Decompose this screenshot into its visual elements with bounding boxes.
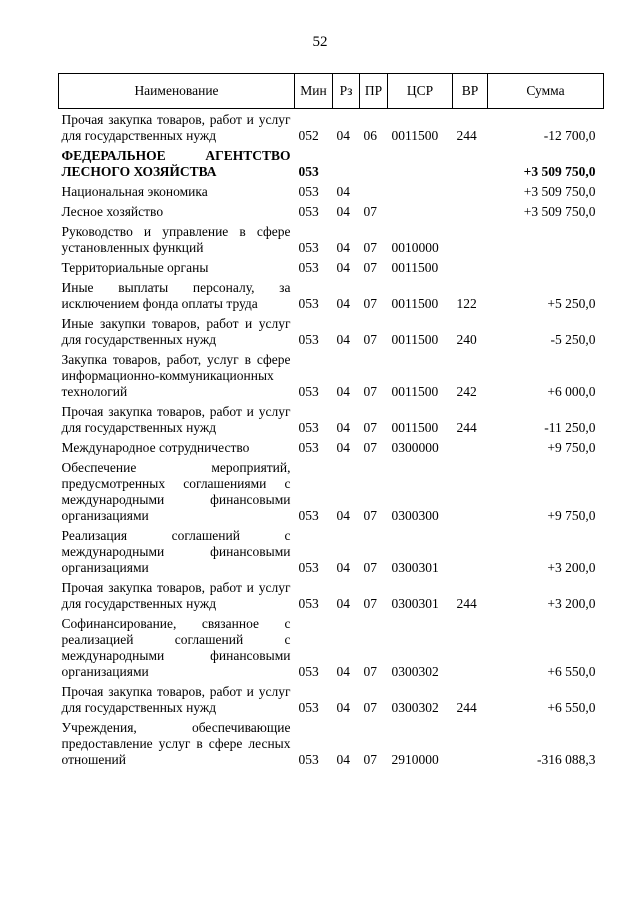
table-row-agency (59, 145, 604, 181)
row-vr: 122 (456, 296, 477, 311)
row-sum: -316 088,3 (537, 752, 596, 767)
row-sum (488, 257, 604, 277)
row-rz: 04 (336, 560, 350, 575)
row-name: Учреждения, обеспечивающие предоставление услуг в сфере лесных отношений (61, 720, 291, 767)
row-pr (360, 181, 388, 201)
table-row (59, 717, 604, 769)
row-vr (453, 145, 488, 181)
row-pr (360, 145, 388, 181)
row-sum: +9 750,0 (547, 508, 596, 523)
row-min: 053 (298, 752, 319, 767)
table-row (59, 277, 604, 313)
row-sum: -12 700,0 (543, 128, 596, 143)
row-vr (453, 437, 488, 457)
row-csr: 0300301 (391, 596, 439, 611)
row-vr: 240 (456, 332, 477, 347)
row-csr: 0011500 (391, 260, 439, 275)
row-rz: 04 (336, 440, 350, 455)
row-rz: 04 (336, 184, 350, 199)
table-row (59, 457, 604, 525)
row-rz: 04 (336, 204, 350, 219)
row-pr: 07 (363, 752, 377, 767)
row-csr (388, 201, 453, 221)
row-csr: 0010000 (391, 240, 439, 255)
row-sum: +6 550,0 (547, 664, 596, 679)
row-vr (453, 717, 488, 769)
row-name: Реализация соглашений с международными финансовыми организациями (61, 528, 291, 575)
row-name: Прочая закупка товаров, работ и услуг для государственных нужд (61, 112, 291, 143)
row-pr: 07 (363, 596, 377, 611)
row-vr (453, 201, 488, 221)
row-name: Прочая закупка товаров, работ и услуг для государственных нужд (61, 684, 291, 715)
row-min: 053 (298, 440, 319, 455)
row-pr: 07 (363, 332, 377, 347)
row-min: 053 (298, 184, 319, 199)
row-vr (453, 257, 488, 277)
row-pr: 07 (363, 420, 377, 435)
row-rz: 04 (336, 508, 350, 523)
row-name: Территориальные органы (61, 260, 209, 275)
table-row (59, 401, 604, 437)
row-name: Закупка товаров, работ, услуг в сфере информационно-коммуникационных технологий (61, 352, 291, 399)
row-min: 053 (298, 204, 319, 219)
row-rz (333, 145, 360, 181)
row-rz: 04 (336, 700, 350, 715)
row-vr (453, 613, 488, 681)
row-csr: 0300000 (391, 440, 439, 455)
row-min: 053 (298, 560, 319, 575)
row-sum: -11 250,0 (544, 420, 596, 435)
row-name: Прочая закупка товаров, работ и услуг для государственных нужд (61, 580, 291, 611)
row-csr: 2910000 (391, 752, 439, 767)
row-csr: 0300301 (391, 560, 439, 575)
row-csr: 0300300 (391, 508, 439, 523)
row-vr: 244 (456, 420, 477, 435)
row-name: Иные выплаты персоналу, за исключением фонда оплаты труда (61, 280, 291, 311)
header-name: Наименование (59, 74, 295, 109)
row-min: 053 (298, 164, 319, 179)
row-sum: +3 509 750,0 (523, 184, 596, 199)
row-min: 053 (298, 664, 319, 679)
row-vr (453, 181, 488, 201)
row-pr: 07 (363, 440, 377, 455)
row-name: Руководство и управление в сфере установленных функций (61, 224, 291, 255)
table-row (59, 437, 604, 457)
page-number: 52 (312, 34, 328, 50)
table-row (59, 613, 604, 681)
header-csr: ЦСР (388, 74, 453, 109)
row-name: Софинансирование, связанное с реализацией соглашений с международными финансовыми организациями (61, 616, 291, 679)
row-min: 053 (298, 260, 319, 275)
row-sum: +9 750,0 (547, 440, 596, 455)
row-csr (388, 181, 453, 201)
row-csr: 0011500 (391, 420, 439, 435)
row-rz: 04 (336, 420, 350, 435)
table-row (59, 257, 604, 277)
row-min: 053 (298, 332, 319, 347)
table-row (59, 577, 604, 613)
table-row (59, 109, 604, 146)
row-name: Иные закупки товаров, работ и услуг для государственных нужд (61, 316, 291, 347)
row-sum: +6 550,0 (547, 700, 596, 715)
row-sum: +6 000,0 (547, 384, 596, 399)
row-min: 053 (298, 240, 319, 255)
table-row (59, 201, 604, 221)
row-name: ФЕДЕРАЛЬНОЕ АГЕНТСТВО ЛЕСНОГО ХОЗЯЙСТВА (61, 148, 291, 179)
row-rz: 04 (336, 296, 350, 311)
row-min: 053 (298, 296, 319, 311)
row-min: 053 (298, 420, 319, 435)
row-pr: 07 (363, 204, 377, 219)
table-row (59, 681, 604, 717)
row-pr: 07 (363, 384, 377, 399)
row-rz: 04 (336, 752, 350, 767)
table-header-row (59, 74, 604, 109)
row-vr: 242 (456, 384, 477, 399)
row-min: 053 (298, 700, 319, 715)
row-pr: 06 (363, 128, 377, 143)
row-pr: 07 (363, 560, 377, 575)
row-min: 053 (298, 596, 319, 611)
row-csr: 0011500 (391, 128, 439, 143)
row-pr: 07 (363, 508, 377, 523)
row-name: Прочая закупка товаров, работ и услуг для государственных нужд (61, 404, 291, 435)
row-vr (453, 525, 488, 577)
row-vr: 244 (456, 596, 477, 611)
row-min: 053 (298, 384, 319, 399)
row-sum: +3 509 750,0 (523, 204, 596, 219)
row-rz: 04 (336, 128, 350, 143)
row-pr: 07 (363, 664, 377, 679)
row-rz: 04 (336, 384, 350, 399)
row-name: Международное сотрудничество (61, 440, 250, 455)
row-min: 052 (298, 128, 319, 143)
row-sum: +3 200,0 (547, 560, 596, 575)
row-csr: 0011500 (391, 384, 439, 399)
header-vr: ВР (453, 74, 488, 109)
row-vr: 244 (456, 128, 477, 143)
row-csr (388, 145, 453, 181)
row-rz: 04 (336, 664, 350, 679)
row-rz: 04 (336, 260, 350, 275)
header-min: Мин (295, 74, 333, 109)
row-sum (488, 221, 604, 257)
row-rz: 04 (336, 596, 350, 611)
row-csr: 0011500 (391, 296, 439, 311)
row-vr (453, 221, 488, 257)
table-row (59, 349, 604, 401)
table-row (59, 525, 604, 577)
row-csr: 0300302 (391, 700, 439, 715)
row-min: 053 (298, 508, 319, 523)
row-pr: 07 (363, 700, 377, 715)
table-row (59, 181, 604, 201)
header-sum: Сумма (488, 74, 604, 109)
row-vr: 244 (456, 700, 477, 715)
row-sum: +3 200,0 (547, 596, 596, 611)
header-rz: Рз (333, 74, 360, 109)
row-name: Обеспечение мероприятий, предусмотренных соглашениями с международными финансовыми организациями (61, 460, 291, 523)
row-name: Национальная экономика (61, 184, 208, 199)
row-rz: 04 (336, 240, 350, 255)
row-vr (453, 457, 488, 525)
budget-table (58, 73, 604, 769)
header-pr: ПР (360, 74, 388, 109)
row-pr: 07 (363, 296, 377, 311)
row-csr: 0011500 (391, 332, 439, 347)
row-rz: 04 (336, 332, 350, 347)
row-sum: -5 250,0 (550, 332, 596, 347)
table-row (59, 221, 604, 257)
row-sum: +3 509 750,0 (523, 164, 596, 179)
row-pr: 07 (363, 260, 377, 275)
row-csr: 0300302 (391, 664, 439, 679)
row-sum: +5 250,0 (547, 296, 596, 311)
table-row (59, 313, 604, 349)
row-pr: 07 (363, 240, 377, 255)
row-name: Лесное хозяйство (61, 204, 164, 219)
